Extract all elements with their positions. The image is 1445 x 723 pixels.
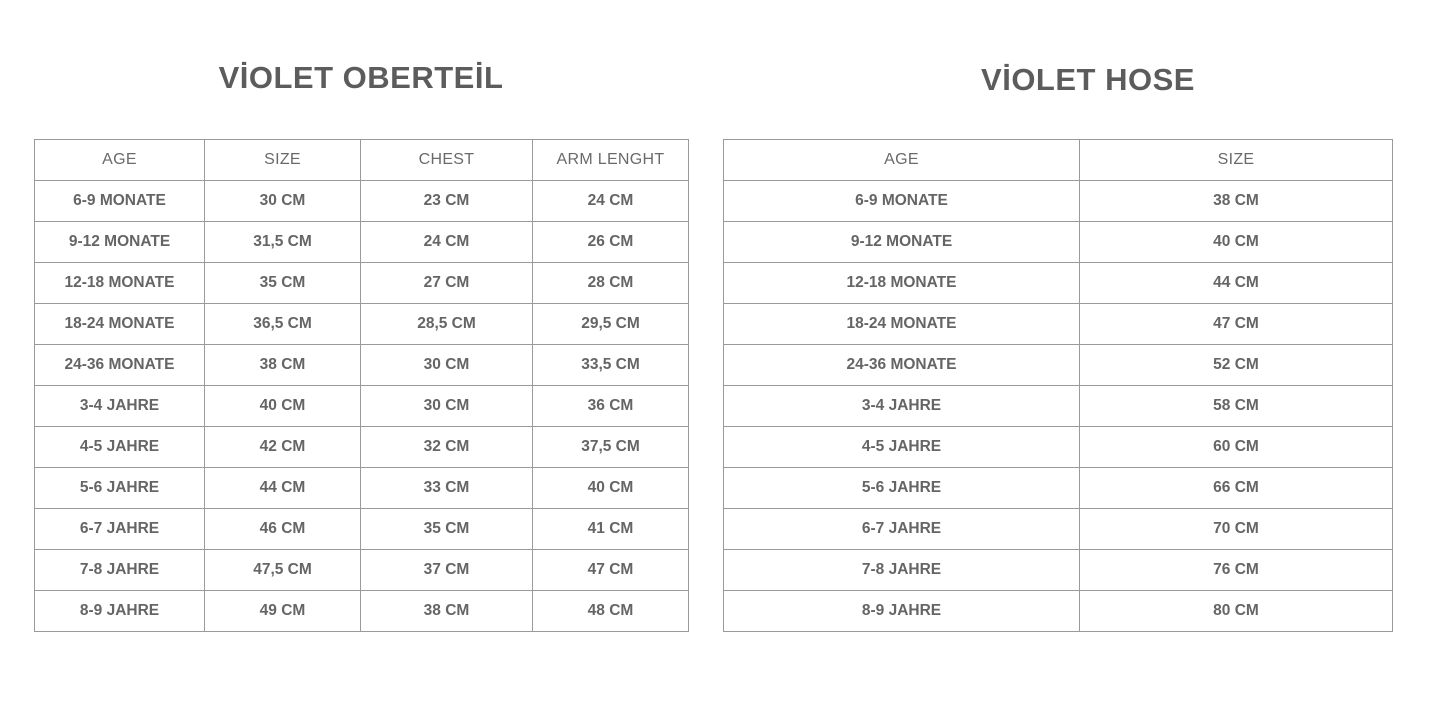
- header-size: SIZE: [205, 140, 361, 181]
- cell-age: 9-12 MONATE: [724, 222, 1080, 263]
- cell-size: 38 CM: [1080, 181, 1393, 222]
- cell-size: 44 CM: [1080, 263, 1393, 304]
- table-row: [35, 550, 689, 591]
- table-row: [724, 509, 1393, 550]
- cell-size: 30 CM: [205, 181, 361, 222]
- cell-arm-length: 40 CM: [533, 468, 689, 509]
- cell-size: 58 CM: [1080, 386, 1393, 427]
- cell-age: 24-36 MONATE: [724, 345, 1080, 386]
- hose-table-body: [724, 181, 1393, 632]
- table-row: [35, 427, 689, 468]
- cell-age: 6-7 JAHRE: [724, 509, 1080, 550]
- cell-size: 60 CM: [1080, 427, 1393, 468]
- cell-age: 5-6 JAHRE: [35, 468, 205, 509]
- cell-arm-length: 36 CM: [533, 386, 689, 427]
- cell-chest: 23 CM: [361, 181, 533, 222]
- cell-size: 46 CM: [205, 509, 361, 550]
- table-row: [724, 591, 1393, 632]
- cell-age: 7-8 JAHRE: [35, 550, 205, 591]
- cell-size: 44 CM: [205, 468, 361, 509]
- cell-size: 31,5 CM: [205, 222, 361, 263]
- cell-age: 4-5 JAHRE: [724, 427, 1080, 468]
- cell-arm-length: 48 CM: [533, 591, 689, 632]
- cell-arm-length: 24 CM: [533, 181, 689, 222]
- table-row: [724, 386, 1393, 427]
- table-row: [724, 345, 1393, 386]
- table-row: [35, 181, 689, 222]
- cell-chest: 24 CM: [361, 222, 533, 263]
- header-age: AGE: [724, 140, 1080, 181]
- table-row: [724, 468, 1393, 509]
- table-row: [35, 386, 689, 427]
- cell-size: 47 CM: [1080, 304, 1393, 345]
- cell-size: 40 CM: [1080, 222, 1393, 263]
- table-row: [724, 222, 1393, 263]
- header-chest: CHEST: [361, 140, 533, 181]
- table-row: [724, 427, 1393, 468]
- cell-age: 6-9 MONATE: [724, 181, 1080, 222]
- table-header-row: [724, 140, 1393, 181]
- cell-age: 12-18 MONATE: [35, 263, 205, 304]
- table-row: [35, 304, 689, 345]
- cell-arm-length: 26 CM: [533, 222, 689, 263]
- oberteil-table-body: [35, 181, 689, 632]
- cell-chest: 33 CM: [361, 468, 533, 509]
- table-row: [35, 509, 689, 550]
- cell-chest: 30 CM: [361, 345, 533, 386]
- cell-age: 6-7 JAHRE: [35, 509, 205, 550]
- cell-age: 5-6 JAHRE: [724, 468, 1080, 509]
- cell-chest: 27 CM: [361, 263, 533, 304]
- hose-size-table: [723, 139, 1393, 632]
- table-row: [35, 468, 689, 509]
- cell-size: 76 CM: [1080, 550, 1393, 591]
- cell-chest: 37 CM: [361, 550, 533, 591]
- cell-age: 24-36 MONATE: [35, 345, 205, 386]
- cell-arm-length: 29,5 CM: [533, 304, 689, 345]
- cell-age: 8-9 JAHRE: [35, 591, 205, 632]
- cell-age: 18-24 MONATE: [724, 304, 1080, 345]
- cell-arm-length: 28 CM: [533, 263, 689, 304]
- cell-size: 66 CM: [1080, 468, 1393, 509]
- cell-age: 3-4 JAHRE: [35, 386, 205, 427]
- cell-size: 47,5 CM: [205, 550, 361, 591]
- cell-size: 38 CM: [205, 345, 361, 386]
- cell-age: 3-4 JAHRE: [724, 386, 1080, 427]
- table-row: [35, 591, 689, 632]
- cell-chest: 32 CM: [361, 427, 533, 468]
- cell-size: 40 CM: [205, 386, 361, 427]
- cell-size: 80 CM: [1080, 591, 1393, 632]
- table-row: [724, 304, 1393, 345]
- cell-arm-length: 41 CM: [533, 509, 689, 550]
- table-row: [35, 263, 689, 304]
- cell-arm-length: 33,5 CM: [533, 345, 689, 386]
- table-header-row: [35, 140, 689, 181]
- cell-arm-length: 47 CM: [533, 550, 689, 591]
- oberteil-size-table: [34, 139, 689, 632]
- cell-age: 18-24 MONATE: [35, 304, 205, 345]
- cell-size: 42 CM: [205, 427, 361, 468]
- cell-age: 7-8 JAHRE: [724, 550, 1080, 591]
- cell-age: 9-12 MONATE: [35, 222, 205, 263]
- cell-size: 70 CM: [1080, 509, 1393, 550]
- cell-chest: 38 CM: [361, 591, 533, 632]
- table-row: [724, 263, 1393, 304]
- cell-age: 12-18 MONATE: [724, 263, 1080, 304]
- cell-size: 36,5 CM: [205, 304, 361, 345]
- cell-age: 6-9 MONATE: [35, 181, 205, 222]
- header-age: AGE: [35, 140, 205, 181]
- cell-size: 52 CM: [1080, 345, 1393, 386]
- oberteil-title: VİOLET OBERTEİL: [218, 60, 504, 95]
- table-row: [724, 181, 1393, 222]
- cell-chest: 35 CM: [361, 509, 533, 550]
- table-row: [35, 345, 689, 386]
- table-row: [35, 222, 689, 263]
- hose-title: VİOLET HOSE: [981, 62, 1195, 97]
- header-size: SIZE: [1080, 140, 1393, 181]
- cell-age: 4-5 JAHRE: [35, 427, 205, 468]
- header-arm-length: ARM LENGHT: [533, 140, 689, 181]
- cell-size: 35 CM: [205, 263, 361, 304]
- cell-size: 49 CM: [205, 591, 361, 632]
- table-row: [724, 550, 1393, 591]
- cell-arm-length: 37,5 CM: [533, 427, 689, 468]
- cell-age: 8-9 JAHRE: [724, 591, 1080, 632]
- cell-chest: 28,5 CM: [361, 304, 533, 345]
- cell-chest: 30 CM: [361, 386, 533, 427]
